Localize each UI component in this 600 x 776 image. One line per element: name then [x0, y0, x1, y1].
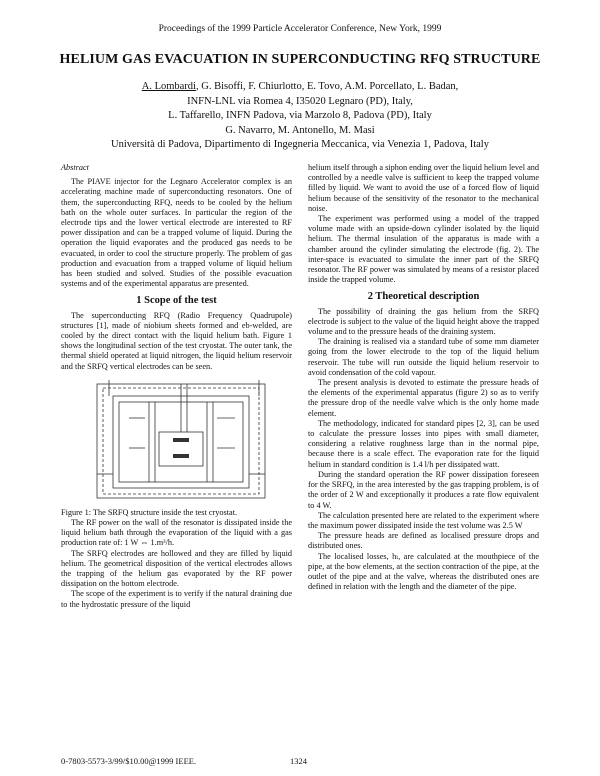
- section-2-paragraph-3: The present analysis is devoted to estimate the pressure heads of the elements of the experimental apparatus (figure 2) so as to verify the pressure drop of the needle valve which is the only home made element.: [308, 378, 539, 418]
- section-2-paragraph-8: The localised losses, hₗ, are calculated at the mouthpiece of the pipe, at the bow elements, at the section contraction of the pipe, at the outlet of the pipe and at the valve, whereas the distributed ones are defined in relation with the length and the diameter of the pipe.: [308, 551, 539, 592]
- presenting-author: A. Lombardi: [141, 81, 196, 92]
- cryostat-drawing: [89, 378, 273, 504]
- cryostat-figure: [89, 378, 273, 504]
- affiliation-lnl: INFN-LNL via Romea 4, I35020 Legnaro (PD), Italy,: [187, 95, 413, 107]
- figure-1-caption: Figure 1: The SRFQ structure inside the test cryostat.: [61, 507, 238, 517]
- page-number: 1324: [290, 756, 307, 766]
- right-paragraph-1: The experiment was performed using a model of the trapped volume made with an upside-down cylinder isolated by the liquid helium. The thermal insulation of the apparatus is made with a chamber around the cylinder simulating the electrode (fig. 2). The inter-space is evacuated to simulate the inner part of the SRFQ resonator. The RF power was simulated by means of a resistor placed inside the trapped volume.: [308, 214, 539, 285]
- section-1-paragraph-2: The RF power on the wall of the resonator is dissipated inside the liquid helium bath through the evaporation of the liquid with a gas production rate of: 1 W ⇔ 1.m³/h.: [61, 518, 292, 548]
- section-2-paragraph-5: During the standard operation the RF power dissipation foreseen for the SRFQ, in the area interested by the gas trapping problem, is of the order of 2 W and exceptionally it produces a rate flow equivalent to 4 W.: [308, 469, 539, 510]
- section-1-paragraph-4: The scope of the experiment is to verify if the natural draining due to the hydrostatic pressure of the liquid: [61, 589, 292, 609]
- proceedings-header: Proceedings of the 1999 Particle Accelerator Conference, New York, 1999: [158, 24, 442, 34]
- author-block: [40, 80, 560, 153]
- section-2-paragraph-1: The possibility of draining the gas helium from the SRFQ electrode is subject to the value of the liquid height above the trapped volume and to the pressure heads of the draining system.: [308, 306, 539, 337]
- author-line-1: [40, 80, 560, 95]
- section-1-paragraph-1: The superconducting RFQ (Radio Frequency Quadrupole) structures [1], made of niobium sheets formed and eb-welded, are cooled by the direct contact with the liquid helium bath. Figure 1 shows the longitudinal section of the test cryostat. The outer tank, the thermal shield operated at liquid nitrogen, the liquid helium reservoir and the SRFQ vertical electrodes can be seen.: [61, 310, 292, 371]
- abstract-text: The PIAVE injector for the Legnaro Accelerator complex is an accelerating machine made of superconducting resonators. One of them, the superconducting RFQ, needs to be cooled by the helium bath on the whole outer surfaces. In particular the region of the electrode tips and the lower vertical electrode are interested to RF power dissipation and can be a trapped volume of liquid. During the operation the liquid evaporates and the produced gas needs to be evacuated, in order to cool the structure properly. The problem of gas production and evacuation from a trapped volume of liquid helium has been studied and solved. Studies of the possible evacuation systems and of the experimental apparatus are presented.: [61, 177, 292, 289]
- paper-title: HELIUM GAS EVACUATION IN SUPERCONDUCTING RFQ STRUCTURE: [59, 52, 541, 67]
- affiliation-padova: Università di Padova, Dipartimento di Ingegneria Meccanica, via Venezia 1, Padova, Italy: [111, 139, 489, 150]
- abstract-heading: Abstract: [61, 163, 89, 172]
- author-line-3: L. Taffarello, INFN Padova, via Marzolo 8, Padova (PD), Italy: [168, 110, 432, 121]
- right-column: [308, 163, 539, 592]
- co-authors: , G. Bisoffi, F. Chiurlotto, E. Tovo, A.M. Porcellato, L. Badan,: [195, 81, 459, 92]
- section-2-heading: 2 Theoretical description: [367, 291, 480, 303]
- right-paragraph-continued: helium itself through a siphon ending over the liquid helium level and controlled by a needle valve is sufficient to keep the trapped volume filled by liquid. We want to avoid the use of a forced flow of liquid helium because of the sensitivity of the resonator to the mechanical noise.: [308, 163, 539, 213]
- left-column: [61, 163, 292, 610]
- section-2-paragraph-2: The draining is realised via a standard tube of some mm diameter going from the lower electrode to the top of the liquid helium reservoir. The tube will run outside the liquid helium reservoir to avoid condensation of the cold vapour.: [308, 337, 539, 377]
- section-1-heading: 1 Scope of the test: [136, 295, 217, 307]
- section-2-paragraph-4: The methodology, indicated for standard pipes [2, 3], can be used to calculate the pressure losses into pipes with small diameter, considering a relative roughness large than in the normal pipe, because there is a scale effect. The evaporation rate for the liquid helium in standard condition is 1.4 l/h per dissipated watt.: [308, 418, 539, 469]
- section-2-paragraph-6: The calculation presented here are related to the experiment where the maximum power dissipated inside the test volume was 2.5 W: [308, 510, 539, 530]
- author-line-4: G. Navarro, M. Antonello, M. Masi: [225, 124, 375, 136]
- section-1-paragraph-3: The SRFQ electrodes are hollowed and they are filled by liquid helium. The geometrical disposition of the vertical electrodes allows the trapping of the helium gas evaporated by the RF power dissipation on the bottom electrode.: [61, 548, 292, 589]
- copyright-line: 0-7803-5573-3/99/$10.00@1999 IEEE.: [61, 756, 197, 766]
- section-2-paragraph-7: The pressure heads are defined as localised pressure drops and distributed ones.: [308, 531, 539, 551]
